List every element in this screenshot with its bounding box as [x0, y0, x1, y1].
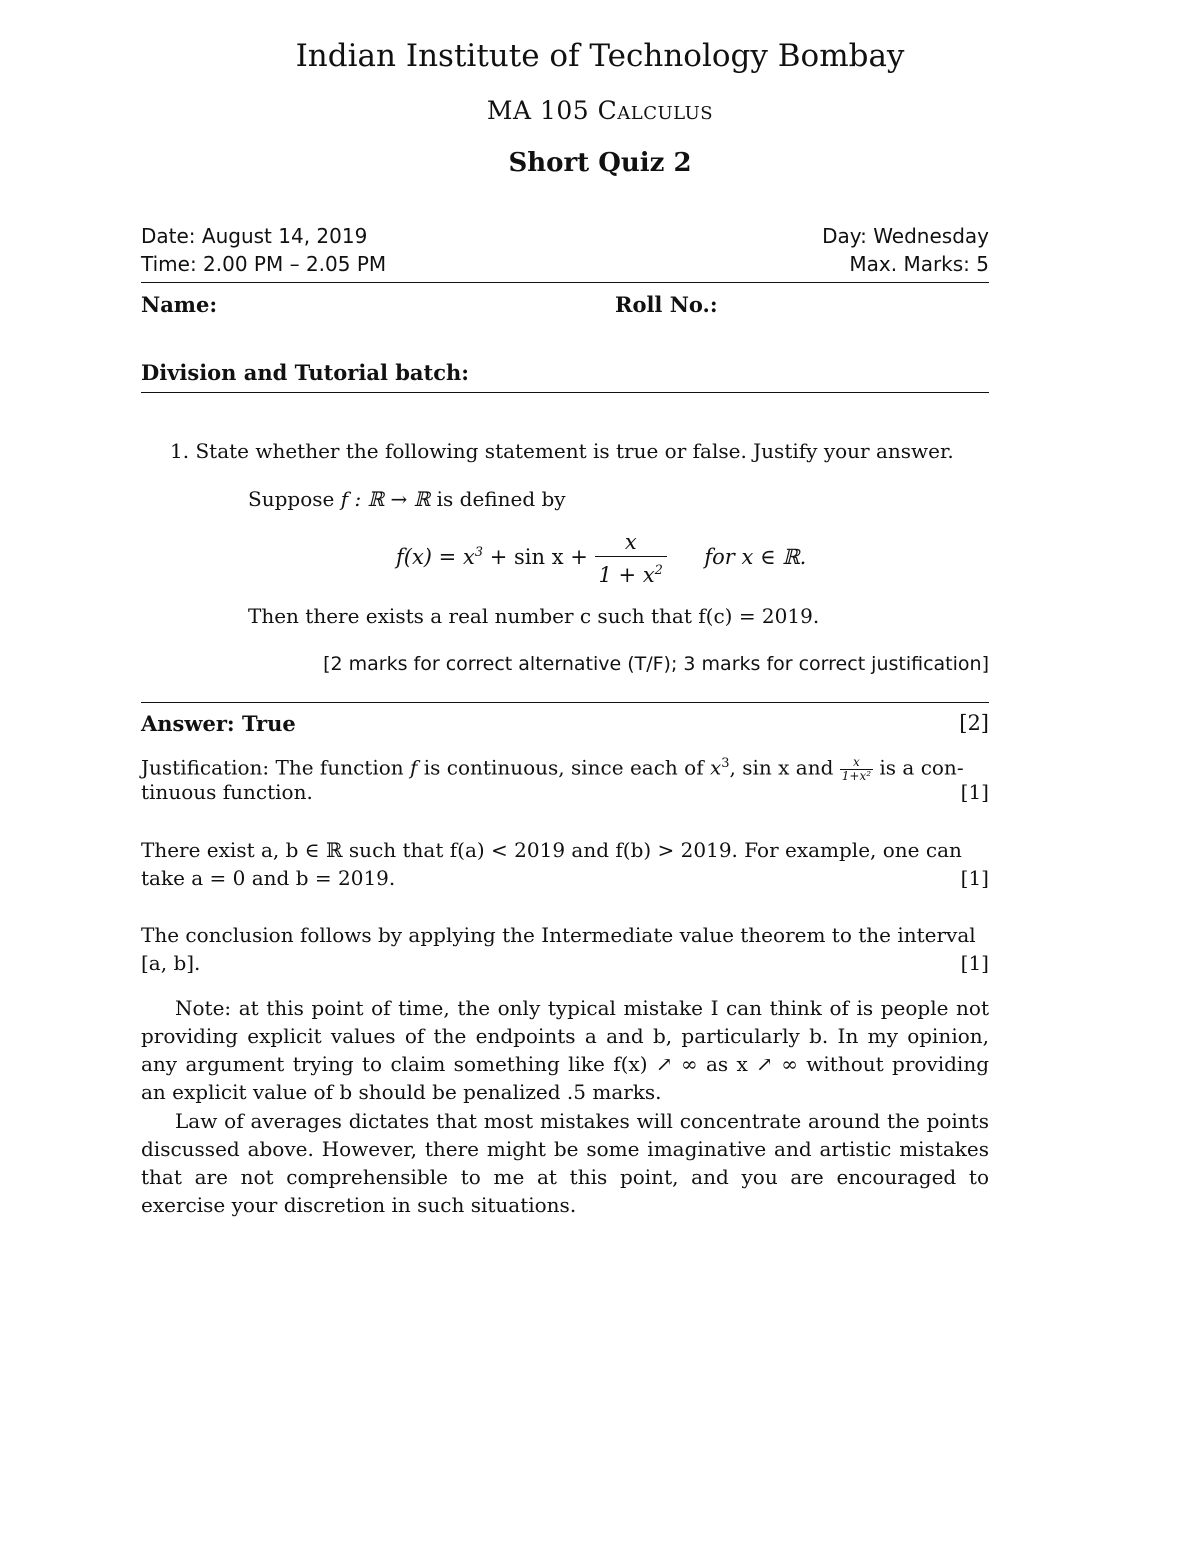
- formula-fraction-numerator: x: [595, 528, 667, 557]
- formula-fraction-denominator: 1 + x: [598, 563, 655, 587]
- justification-fraction-num: x: [840, 756, 873, 770]
- divider-fields: [141, 392, 989, 393]
- suppose-map: f : ℝ → ℝ: [340, 487, 431, 511]
- max-marks: Max. Marks: 5: [849, 252, 989, 276]
- exist-marks: [1]: [960, 866, 989, 890]
- answer-marks: [2]: [959, 711, 989, 735]
- suppose-line: [248, 485, 566, 513]
- justification-sin: , sin x and: [729, 755, 834, 780]
- function-formula: [396, 528, 806, 589]
- marks-note: [2 marks for correct alternative (T/F); 3 marks for correct justification]: [323, 653, 989, 675]
- suppose-suffix: is defined by: [436, 487, 566, 511]
- answer-label: Answer: True: [141, 711, 296, 736]
- justification-x-exp: 3: [721, 756, 730, 771]
- quiz-day: Day: Wednesday: [822, 224, 989, 248]
- question-prompt: [170, 437, 990, 465]
- formula-lhs: f(x) = x: [396, 545, 475, 569]
- formula-mid: + sin x +: [483, 545, 595, 569]
- suppose-prefix: Suppose: [248, 487, 335, 511]
- question-prompt-text: State whether the following statement is true or false. Justify your answer.: [195, 439, 954, 463]
- quiz-date: Date: August 14, 2019: [141, 224, 368, 248]
- formula-fraction-denominator-exp: 2: [654, 563, 663, 578]
- institute-title: Indian Institute of Technology Bombay: [295, 38, 905, 74]
- justification-fraction-den: 1+x²: [841, 768, 872, 783]
- justification-text-1: Justification: The function: [141, 755, 404, 780]
- then-statement: Then there exists a real number c such that f(c) = 2019.: [248, 604, 820, 628]
- justification-x: x: [709, 755, 722, 780]
- quiz-title: Short Quiz 2: [508, 148, 692, 178]
- justification-text-2: is continuous, since each of: [423, 755, 704, 780]
- roll-number-label: Roll No.:: [615, 292, 718, 317]
- course-title: [0, 96, 1200, 125]
- question-number: 1.: [170, 439, 190, 463]
- formula-fraction: [595, 528, 667, 589]
- divider-top: [141, 282, 989, 283]
- justification-line-2: tinuous function.: [141, 780, 313, 804]
- exist-line-1: There exist a, b ∈ ℝ such that f(a) < 2019 and f(b) > 2019. For example, one can: [141, 838, 962, 862]
- course-number: MA 105: [486, 96, 590, 125]
- law-paragraph: Law of averages dictates that most mistakes will concentrate around the points discussed above. However, there might be some imaginative and artistic mistakes that are not comprehensible to me at this point, and you are encouraged to exercise your discretion in such situations.: [141, 1109, 989, 1217]
- note-paragraph: Note: at this point of time, the only typical mistake I can think of is people not providing explicit values of the endpoints a and b, particularly b. In my opinion, any argument trying to claim something like f(x) ↗ ∞ as x ↗ ∞ without providing an explicit value of b should be penalized .5 marks.: [141, 996, 989, 1104]
- justification-text-3: is a con-: [879, 755, 964, 780]
- justification-f: f: [410, 755, 418, 780]
- conclusion-marks: [1]: [960, 951, 989, 975]
- exist-line-2: take a = 0 and b = 2019.: [141, 866, 396, 890]
- formula-exponent: 3: [474, 545, 484, 560]
- formula-condition: for x ∈ ℝ.: [704, 545, 807, 569]
- divider-answer: [141, 702, 989, 703]
- quiz-time: Time: 2.00 PM – 2.05 PM: [141, 252, 387, 276]
- conclusion-line-1: The conclusion follows by applying the Intermediate value theorem to the interval: [141, 923, 976, 947]
- conclusion-line-2: [a, b].: [141, 951, 201, 975]
- division-batch-label: Division and Tutorial batch:: [141, 360, 470, 385]
- name-label: Name:: [141, 292, 218, 317]
- course-name: Calculus: [597, 96, 714, 125]
- justification-marks: [1]: [960, 780, 989, 804]
